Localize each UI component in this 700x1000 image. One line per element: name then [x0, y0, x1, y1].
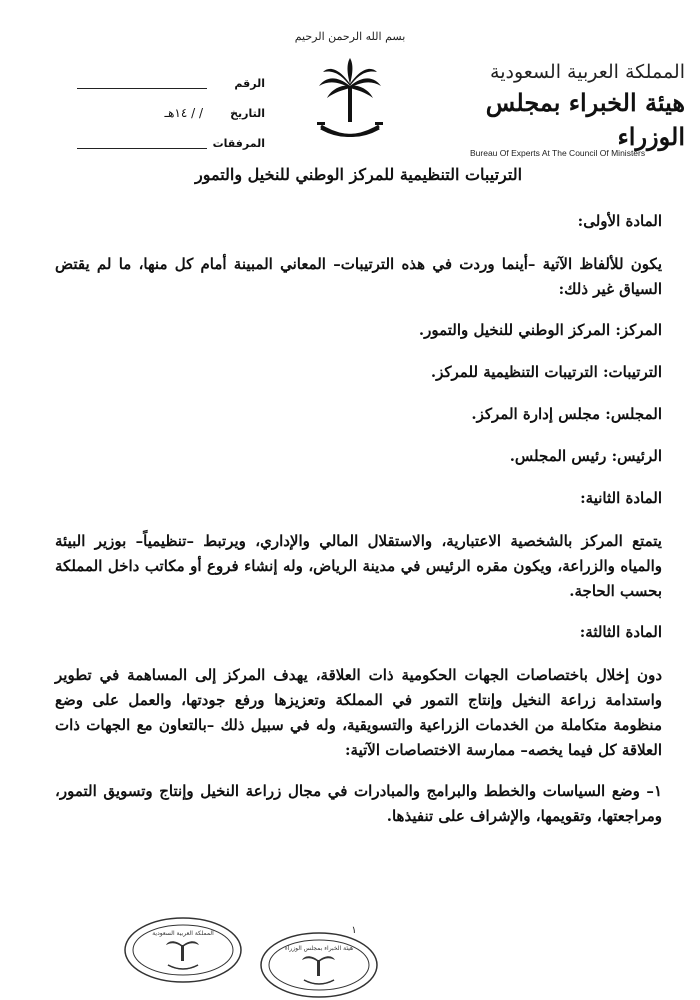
article-1-intro: يكون للألفاظ الآتية –أينما وردت في هذه الترتيبات– المعاني المبينة أمام كل منها، ما لم يقتض السياق غير ذلك: [55, 255, 662, 298]
article-3-item-1: ١– وضع السياسات والخطط والبرامج والمبادرات في مجال زراعة النخيل وإنتاج وتسويق التمور، ومراجعتها، وتقويمها، والإشراف على تنفيذها. [55, 782, 662, 825]
number-line [77, 77, 207, 89]
palm-swords-emblem-icon [315, 56, 385, 146]
number-label: الرقم [234, 76, 265, 90]
official-stamp-right-icon [258, 930, 380, 1000]
document-title: الترتيبات التنظيمية للمركز الوطني للنخيل والتمور [194, 165, 523, 184]
number-row [40, 68, 265, 98]
organization-heading [470, 60, 685, 154]
definition-center: المركز: المركز الوطني للنخيل والتمور. [418, 321, 662, 339]
bureau-name-english: Bureau Of Experts At The Council Of Ministers [470, 148, 646, 158]
document-body [55, 162, 662, 829]
date-row [40, 98, 265, 128]
definition-chairman: الرئيس: رئيس المجلس. [509, 447, 662, 465]
stamp-right-text: هيئة الخبراء بمجلس الوزراء [284, 945, 354, 952]
definition-council: المجلس: مجلس إدارة المركز. [471, 405, 662, 423]
reference-fields [40, 68, 265, 158]
article-2-text: يتمتع المركز بالشخصية الاعتبارية، والاستقلال المالي والإداري، ويرتبط –تنظيمياً– بوزير البيئة والمياه والزراعة، ويكون مقره الرئيس في مدينة الرياض، وله إنشاء فروع أو مكاتب داخل المملكة بحسب الحاجة. [55, 532, 662, 600]
stamp-left-text: المملكة العربية السعودية [152, 930, 214, 937]
attachments-label: المرفقات [212, 136, 265, 150]
article-3-text: دون إخلال باختصاصات الجهات الحكومية ذات العلاقة، يهدف المركز إلى المساهمة في تطوير واستدامة زراعة النخيل وإنتاج التمور في المملكة وتعزيزها ورفع جودتها، والعمل على وضع منظومة متكاملة من الخدمات الزراعية والتسويقية، وله في سبيل ذلك –بالتعاون مع الجهات ذات العلاقة كل فيما يخصه– ممارسة الاختصاصات الآتية: [55, 666, 662, 759]
bismillah-text: بسم الله الرحمن الرحيم [294, 30, 406, 43]
article-2-heading: المادة الثانية: [580, 489, 662, 507]
article-1-heading: المادة الأولى: [577, 212, 662, 230]
definition-arrangements: الترتيبات: الترتيبات التنظيمية للمركز. [430, 363, 662, 381]
date-label: التاريخ [230, 106, 265, 120]
attachments-line [77, 137, 207, 149]
date-value: / / ١٤هـ [164, 106, 203, 120]
article-3-heading: المادة الثالثة: [579, 623, 662, 641]
kingdom-name: المملكة العربية السعودية [490, 61, 685, 83]
page-number: ١ [351, 925, 357, 936]
bureau-name-arabic: هيئة الخبراء بمجلس الوزراء [485, 88, 685, 151]
official-stamp-left-icon [122, 915, 244, 985]
attachments-row [40, 128, 265, 158]
